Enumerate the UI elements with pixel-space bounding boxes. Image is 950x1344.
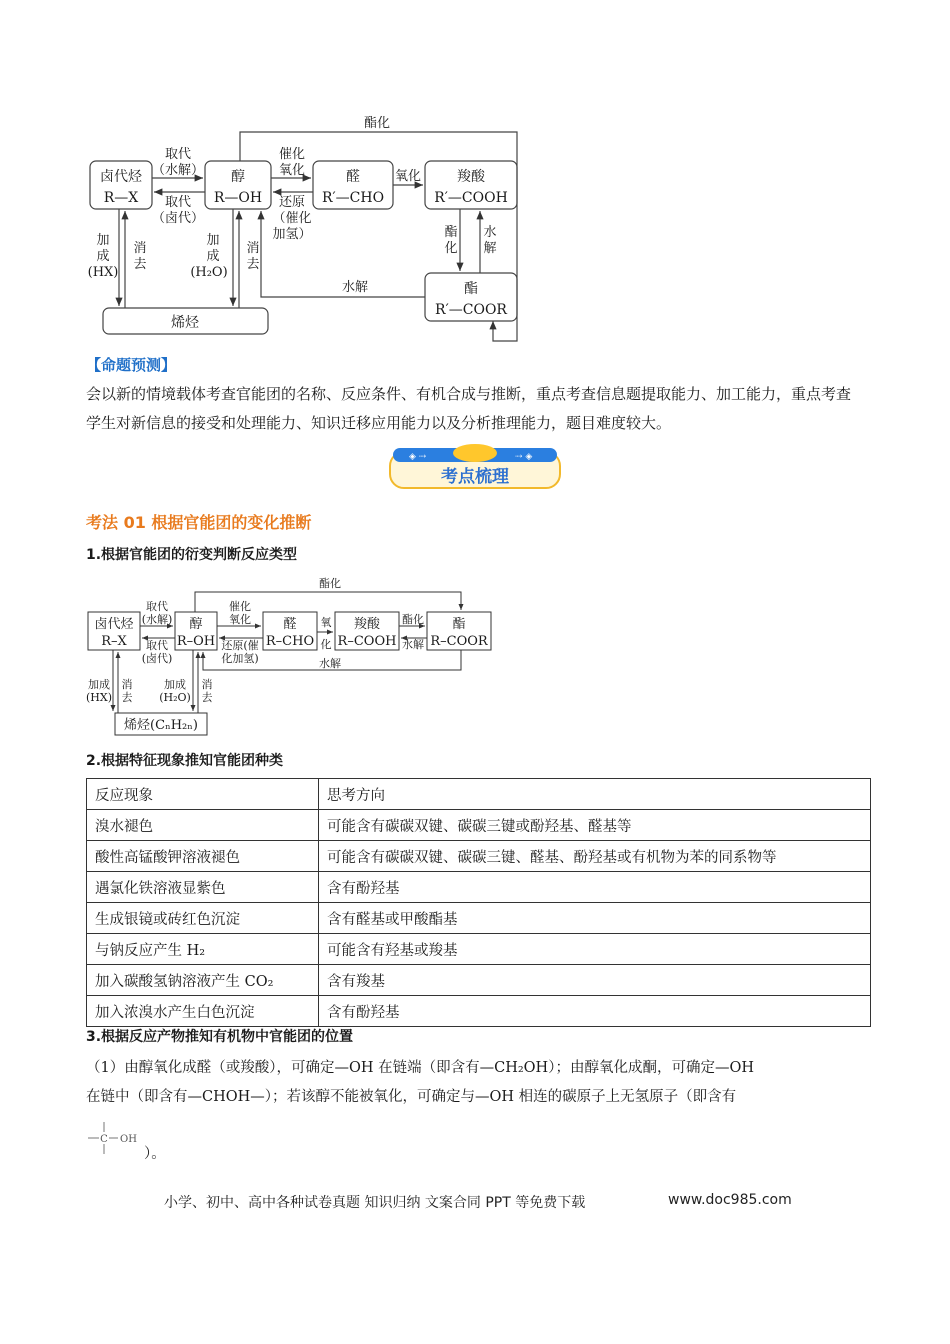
formula-acid: R′—COOH — [434, 190, 508, 206]
label2-sub-halogenation-2: (卤代) — [141, 652, 173, 665]
formula2-haloalkane: R–X — [101, 634, 127, 649]
label2-reduction-1: 还原(催 — [221, 639, 259, 652]
table-cell-phenomenon: 加入碳酸氢钠溶液产生 CO₂ — [87, 965, 319, 996]
label-add-h2o-3: (H₂O) — [190, 265, 228, 280]
table-cell-phenomenon: 与钠反应产生 H₂ — [87, 934, 319, 965]
label2-esterification: 酯化 — [402, 613, 424, 626]
label2-elim-2a: 消 — [201, 678, 213, 691]
table-cell-phenomenon: 遇氯化铁溶液显紫色 — [87, 872, 319, 903]
table-header-row — [87, 779, 871, 810]
label2-oxidation-2: 化 — [320, 638, 332, 651]
footer-url[interactable]: www.doc985.com — [668, 1192, 792, 1208]
label2-aldehyde: 醛 — [283, 617, 297, 632]
label-esterification-top: 酯化 — [363, 116, 391, 131]
footer-text: 小学、初中、高中各种试卷真题 知识归纳 文案合同 PPT 等免费下载 — [164, 1195, 586, 1211]
table-cell-phenomenon: 酸性高锰酸钾溶液褪色 — [87, 841, 319, 872]
prediction-text: 会以新的情境载体考查官能团的名称、反应条件、有机合成与推断，重点考查信息题提取能力、加工能力，重点考查学生对新信息的接受和处理能力、知识迁移应用能力以及分析推理能力，题目难度较大。 — [86, 385, 852, 432]
table-header-cell: 思考方向 — [319, 779, 871, 810]
label-ester: 酯 — [464, 281, 478, 297]
label2-add-hx-2: (HX) — [85, 691, 113, 704]
label2-esterification-top: 酯化 — [319, 577, 341, 590]
label2-haloalkane: 卤代烃 — [94, 617, 134, 632]
label-alkene: 烯烃 — [171, 315, 199, 331]
table-cell-direction: 含有醛基或甲酸酯基 — [319, 903, 871, 934]
method01-title: 考法 01 根据官能团的变化推断 — [86, 513, 312, 532]
label-cat-oxidation-1: 催化 — [278, 147, 306, 162]
label2-elim-1b: 去 — [121, 691, 133, 704]
label2-reduction-2: 化加氢) — [221, 652, 259, 665]
formula-aldehyde: R′—CHO — [321, 190, 385, 206]
phenomena-table — [86, 778, 871, 1027]
table-cell-phenomenon: 溴水褪色 — [87, 810, 319, 841]
label-elim-2a: 消 — [246, 241, 260, 256]
label2-add-h2o-1: 加成 — [164, 678, 186, 691]
table-cell-direction: 可能含有羟基或羧基 — [319, 934, 871, 965]
label-hydrolysis-v2: 解 — [483, 241, 497, 256]
label-sub-halogenation-1: 取代 — [164, 195, 192, 210]
label2-acid: 羧酸 — [353, 617, 381, 632]
item2-title: 2.根据特征现象推知官能团种类 — [86, 753, 284, 769]
formula2-aldehyde: R–CHO — [265, 634, 315, 649]
label-elim-1b: 去 — [133, 257, 147, 272]
label2-alkene: 烯烃(CₙH₂ₙ) — [124, 718, 198, 733]
label2-oxidation-1: 氧 — [320, 616, 332, 629]
label-elim-2b: 去 — [246, 257, 260, 272]
label2-sub-halogenation-1: 取代 — [146, 639, 168, 652]
table-row — [87, 965, 871, 996]
label-sub-hydrolysis-1: 取代 — [164, 147, 192, 162]
label2-add-hx-1: 加成 — [88, 678, 110, 691]
label-reduction-2: （催化 — [272, 211, 312, 226]
item1-title: 1.根据官能团的衍变判断反应类型 — [86, 547, 298, 563]
svg-text:⇢ ◈: ⇢ ◈ — [515, 452, 533, 462]
label2-ester: 酯 — [452, 617, 466, 632]
formula-haloalkane: R—X — [103, 190, 139, 206]
label-esterification-v1: 酯 — [444, 225, 458, 240]
svg-text:◈ ⇢: ◈ ⇢ — [409, 452, 427, 462]
table-header-cell: 反应现象 — [87, 779, 319, 810]
table-row — [87, 872, 871, 903]
label2-hydrolysis-mid: 水解 — [402, 638, 424, 651]
formula2-alcohol: R–OH — [176, 634, 216, 649]
table-row — [87, 934, 871, 965]
label-esterification-v2: 化 — [444, 241, 458, 256]
table-cell-direction: 含有酚羟基 — [319, 996, 871, 1027]
label-elim-1a: 消 — [133, 241, 147, 256]
label2-elim-1a: 消 — [121, 678, 133, 691]
label-aldehyde: 醛 — [346, 169, 360, 185]
label-add-hx-3: (HX) — [87, 265, 119, 280]
label2-alcohol: 醇 — [189, 617, 203, 632]
item3-line3-end: ）。 — [144, 1146, 166, 1162]
label-acid: 羧酸 — [457, 169, 485, 185]
item3-line1: （1）由醇氧化成醛（或羧酸），可确定—OH 在链端（即含有—CH₂OH）；由醇氧化成酮，可确定—OH — [86, 1060, 754, 1076]
table-cell-phenomenon: 生成银镜或砖红色沉淀 — [87, 903, 319, 934]
table-cell-phenomenon: 加入浓溴水产生白色沉淀 — [87, 996, 319, 1027]
table-row — [87, 903, 871, 934]
label-sub-halogenation-2: （卤代） — [151, 211, 205, 226]
table-row — [87, 841, 871, 872]
item3-line2: 在链中（即含有—CHOH—）；若该醇不能被氧化，可确定与—OH 相连的碳原子上无氢原子（即含有 — [86, 1089, 737, 1105]
label2-sub-hydrolysis-2: (水解) — [141, 613, 173, 626]
structure-oh: OH — [120, 1134, 137, 1145]
formula2-ester: R–COOR — [430, 634, 488, 649]
label-add-hx-2: 成 — [96, 249, 110, 264]
formula-ester: R′—COOR — [435, 302, 507, 318]
label2-cat-oxidation-1: 催化 — [229, 600, 251, 613]
prediction-heading: 【命题预测】 — [86, 356, 177, 374]
label2-add-h2o-2: (H₂O) — [159, 691, 191, 704]
label-reduction-3: 加氢） — [272, 227, 312, 242]
table-cell-direction: 可能含有碳碳双键、碳碳三键或酚羟基、醛基等 — [319, 810, 871, 841]
table-row — [87, 810, 871, 841]
table-cell-direction: 含有羧基 — [319, 965, 871, 996]
label-haloalkane: 卤代烃 — [100, 169, 142, 185]
label-alcohol: 醇 — [231, 169, 245, 185]
table-row — [87, 996, 871, 1027]
badge-label: 考点梳理 — [441, 467, 509, 487]
label2-cat-oxidation-2: 氧化 — [229, 613, 251, 626]
label-add-hx-1: 加 — [96, 233, 110, 248]
label-sub-hydrolysis-2: （水解） — [151, 163, 205, 178]
reaction-diagram-1 — [85, 108, 530, 348]
label2-elim-2b: 去 — [201, 691, 213, 704]
table-cell-direction: 含有酚羟基 — [319, 872, 871, 903]
label-cat-oxidation-2: 氧化 — [278, 163, 306, 178]
formula-alcohol: R—OH — [213, 190, 263, 206]
item3-title: 3.根据反应产物推知有机物中官能团的位置 — [86, 1029, 354, 1045]
label-hydrolysis-v1: 水 — [483, 225, 497, 240]
svg-text:C: C — [100, 1134, 108, 1145]
label-oxidation: 氧化 — [394, 169, 422, 184]
reaction-diagram-2 — [85, 570, 495, 740]
label-add-h2o-2: 成 — [206, 249, 220, 264]
label-hydrolysis-bottom: 水解 — [341, 280, 369, 295]
tertiary-alcohol-structure — [86, 1120, 146, 1160]
table-cell-direction: 可能含有碳碳双键、碳碳三键、醛基、酚羟基或有机物为苯的同系物等 — [319, 841, 871, 872]
section-badge — [387, 442, 563, 492]
label-reduction-1: 还原 — [278, 195, 306, 210]
formula2-acid: R–COOH — [337, 634, 397, 649]
label2-hydrolysis-bottom: 水解 — [319, 657, 341, 670]
label-add-h2o-1: 加 — [206, 233, 220, 248]
label2-sub-hydrolysis-1: 取代 — [146, 600, 168, 613]
